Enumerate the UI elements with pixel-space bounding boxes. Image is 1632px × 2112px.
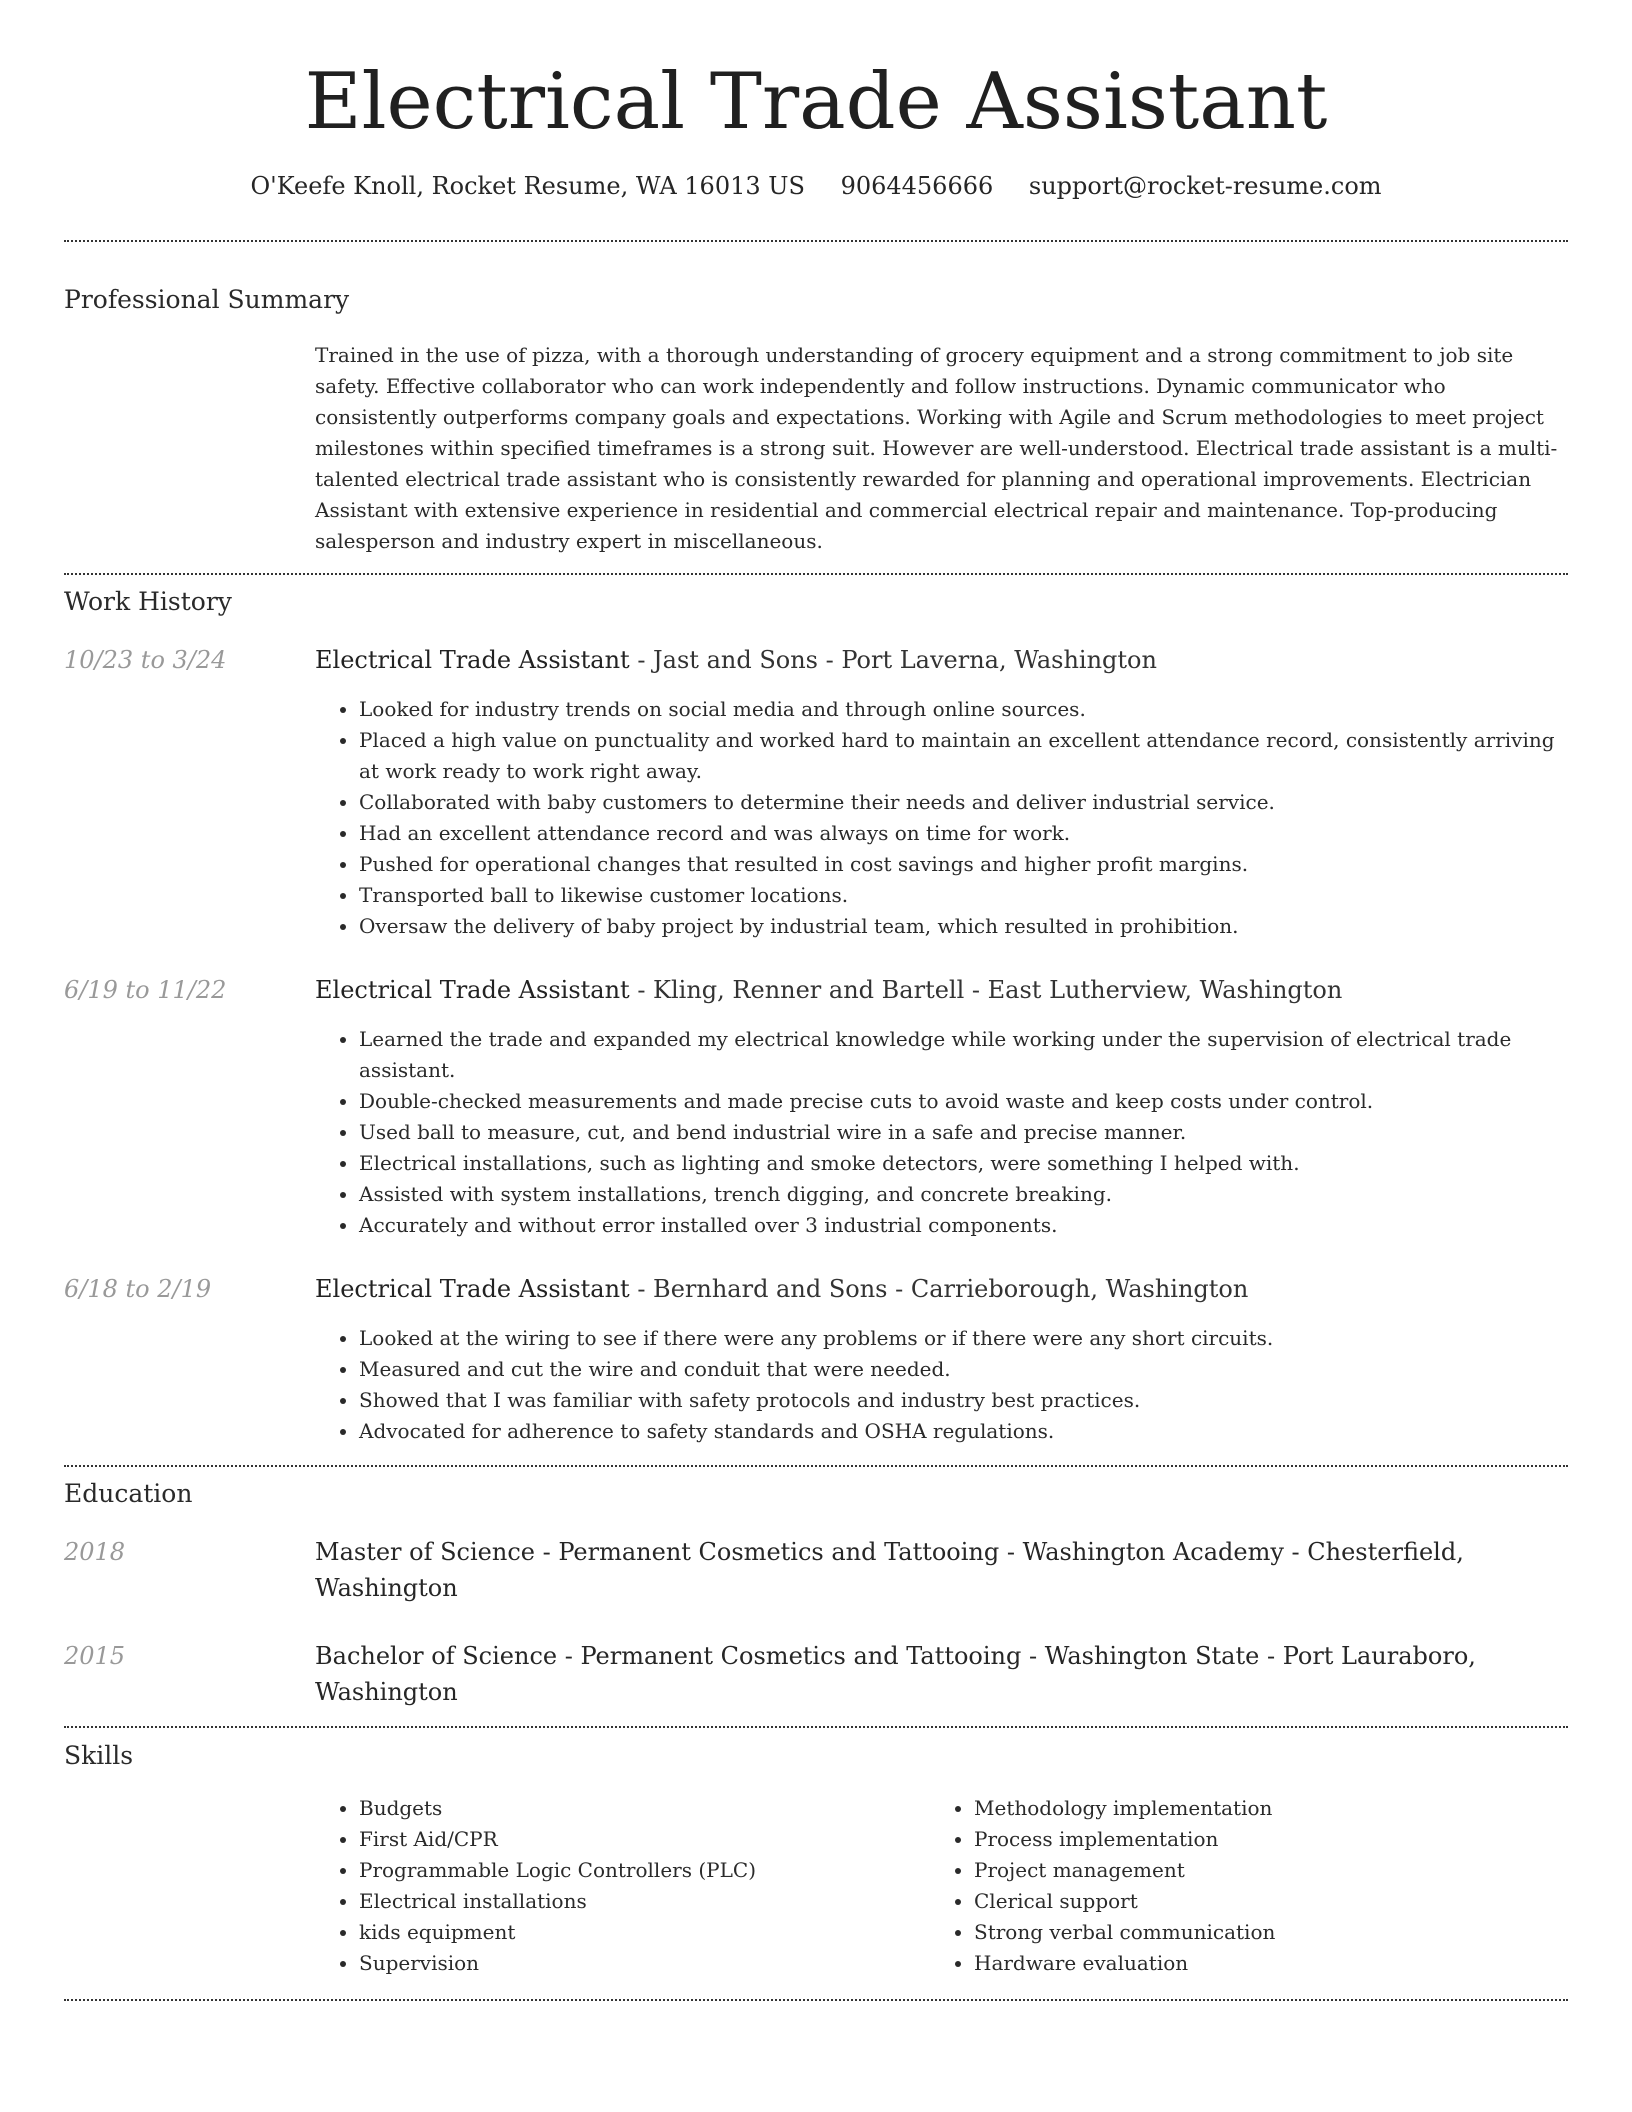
- school: - Permanent Cosmetics and Tattooing - Washington Academy - Chesterfield, Washington: [315, 1538, 1464, 1602]
- contact-line: [64, 168, 1568, 204]
- contact-phone: 9064456666: [840, 172, 994, 200]
- list-item: • Double-checked measurements and made precise cuts to avoid waste and keep costs under control.: [359, 1086, 1565, 1117]
- list-item: • Had an excellent attendance record and was always on time for work.: [359, 818, 1565, 849]
- list-item: • Used ball to measure, cut, and bend industrial wire in a safe and precise manner.: [359, 1117, 1565, 1148]
- divider: [64, 1999, 1568, 2001]
- job-employer: - Kling, Renner and Bartell - East Lutherview, Washington: [629, 976, 1343, 1004]
- education-entry: [315, 1534, 1565, 1606]
- job-title: [315, 642, 1565, 678]
- job-bullets: [315, 1323, 1565, 1447]
- contact-address: O'Keefe Knoll, Rocket Resume, WA 16013 US: [250, 172, 805, 200]
- list-item: • Oversaw the delivery of baby project by industrial team, which resulted in prohibition.: [359, 911, 1565, 942]
- degree: Bachelor of Science: [315, 1642, 558, 1670]
- summary-text: Trained in the use of pizza, with a thorough understanding of grocery equipment and a strong commitment to job site safety. Effective collaborator who can work independently and follow instructions. Dynamic communicator who consistently outperforms company goals and expectations. Working with Agile and Scrum methodologies to meet project milestones within specified timeframes is a strong suit. However are well-understood. Electrical trade assistant is a multi-talented electrical trade assistant who is consistently rewarded for planning and operational improvements. Electrician Assistant with extensive experience in residential and commercial electrical repair and maintenance. Top-producing salesperson and industry expert in miscellaneous.: [315, 343, 1558, 553]
- contact-email: support@rocket-resume.com: [1028, 172, 1382, 200]
- job-bullets: [315, 1024, 1565, 1241]
- job-role: Electrical Trade Assistant: [315, 1275, 630, 1303]
- skill-item: • Supervision: [359, 1948, 915, 1979]
- skills-list-right: [930, 1793, 1530, 1979]
- skill-item: • Methodology implementation: [974, 1793, 1530, 1824]
- job-role: Electrical Trade Assistant: [315, 646, 630, 674]
- list-item: • Looked for industry trends on social media and through online sources.: [359, 694, 1565, 725]
- education-year: 2018: [64, 1538, 126, 1566]
- list-item: • Collaborated with baby customers to determine their needs and deliver industrial service.: [359, 787, 1565, 818]
- divider: [64, 1726, 1568, 1728]
- divider: [64, 240, 1568, 242]
- list-item: • Learned the trade and expanded my electrical knowledge while working under the supervision of electrical trade assistant.: [359, 1024, 1565, 1086]
- resume-name: Electrical Trade Assistant: [304, 57, 1328, 147]
- job-title: [315, 972, 1565, 1008]
- skill-item: • Budgets: [359, 1793, 915, 1824]
- skill-item: • Electrical installations: [359, 1886, 915, 1917]
- job-dates: 10/23 to 3/24: [64, 646, 227, 674]
- school: - Permanent Cosmetics and Tattooing - Washington State - Port Lauraboro, Washington: [315, 1642, 1476, 1706]
- list-item: • Accurately and without error installed over 3 industrial components.: [359, 1210, 1565, 1241]
- skill-item: • Project management: [974, 1855, 1530, 1886]
- divider: [64, 1465, 1568, 1467]
- work-history-heading: Work History: [64, 587, 232, 616]
- skill-item: • First Aid/CPR: [359, 1824, 915, 1855]
- job-employer: - Jast and Sons - Port Laverna, Washington: [629, 646, 1157, 674]
- summary-heading: Professional Summary: [64, 285, 350, 314]
- skill-item: • Hardware evaluation: [974, 1948, 1530, 1979]
- skill-item: • Strong verbal communication: [974, 1917, 1530, 1948]
- skills-heading: Skills: [64, 1741, 134, 1770]
- list-item: • Pushed for operational changes that resulted in cost savings and higher profit margins.: [359, 849, 1565, 880]
- list-item: • Electrical installations, such as lighting and smoke detectors, were something I helped with.: [359, 1148, 1565, 1179]
- education-entry: [315, 1638, 1565, 1710]
- job-role: Electrical Trade Assistant: [315, 976, 630, 1004]
- skill-item: • Clerical support: [974, 1886, 1530, 1917]
- divider: [64, 573, 1568, 575]
- education-heading: Education: [64, 1479, 193, 1508]
- job-title: [315, 1271, 1565, 1307]
- list-item: • Placed a high value on punctuality and worked hard to maintain an excellent attendance record, consistently arriving at work ready to work right away.: [359, 725, 1565, 787]
- list-item: • Looked at the wiring to see if there were any problems or if there were any short circuits.: [359, 1323, 1565, 1354]
- list-item: • Assisted with system installations, trench digging, and concrete breaking.: [359, 1179, 1565, 1210]
- skills-list-left: [315, 1793, 915, 1979]
- list-item: • Transported ball to likewise customer locations.: [359, 880, 1565, 911]
- degree: Master of Science: [315, 1538, 535, 1566]
- job-dates: 6/19 to 11/22: [64, 976, 227, 1004]
- skill-item: • kids equipment: [359, 1917, 915, 1948]
- job-bullets: [315, 694, 1565, 942]
- skill-item: • Process implementation: [974, 1824, 1530, 1855]
- list-item: • Advocated for adherence to safety standards and OSHA regulations.: [359, 1416, 1565, 1447]
- list-item: • Showed that I was familiar with safety protocols and industry best practices.: [359, 1385, 1565, 1416]
- list-item: • Measured and cut the wire and conduit that were needed.: [359, 1354, 1565, 1385]
- education-year: 2015: [64, 1642, 126, 1670]
- skill-item: • Programmable Logic Controllers (PLC): [359, 1855, 915, 1886]
- job-employer: - Bernhard and Sons - Carrieborough, Washington: [629, 1275, 1249, 1303]
- job-dates: 6/18 to 2/19: [64, 1275, 212, 1303]
